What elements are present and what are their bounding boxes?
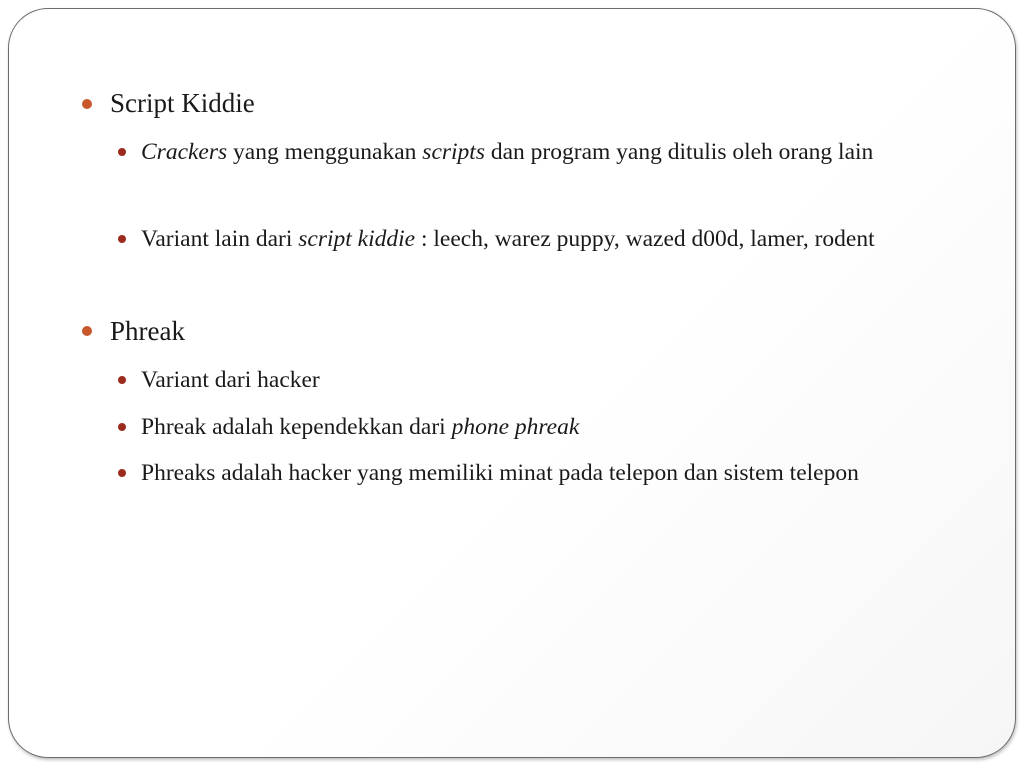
item-bullet (118, 423, 126, 431)
item-text-segment: scripts (422, 139, 485, 165)
item-text-segment: : leech, warez puppy, wazed d00d, lamer, rodent (415, 226, 875, 252)
section-heading-text: Phreak (110, 316, 185, 346)
list-item (141, 219, 941, 259)
list-item (141, 407, 941, 447)
item-text-segment: Variant lain dari (141, 226, 299, 252)
section-bullet (82, 99, 92, 109)
item-text-segment: yang menggunakan (227, 139, 423, 165)
list-item (141, 453, 941, 493)
list-item (141, 360, 941, 400)
section-bullet (82, 326, 92, 336)
item-text-segment: phone phreak (451, 414, 580, 440)
item-text-segment: Variant dari hacker (141, 367, 320, 393)
item-text-segment: Phreaks adalah hacker yang memiliki minat pada telepon dan sistem telepon (141, 460, 859, 486)
item-text-segment: Phreak adalah kependekkan dari (141, 414, 452, 440)
item-bullet (118, 469, 126, 477)
section-heading (110, 314, 185, 348)
section-heading-text: Script Kiddie (110, 88, 255, 118)
section-heading (110, 86, 255, 120)
item-text-segment: Crackers (141, 139, 228, 165)
item-bullet (118, 376, 126, 384)
item-bullet (118, 148, 126, 156)
item-text-segment: dan program yang ditulis oleh orang lain (484, 139, 874, 165)
item-text-segment: script kiddie (298, 226, 416, 252)
list-item (141, 132, 941, 172)
item-bullet (118, 235, 126, 243)
